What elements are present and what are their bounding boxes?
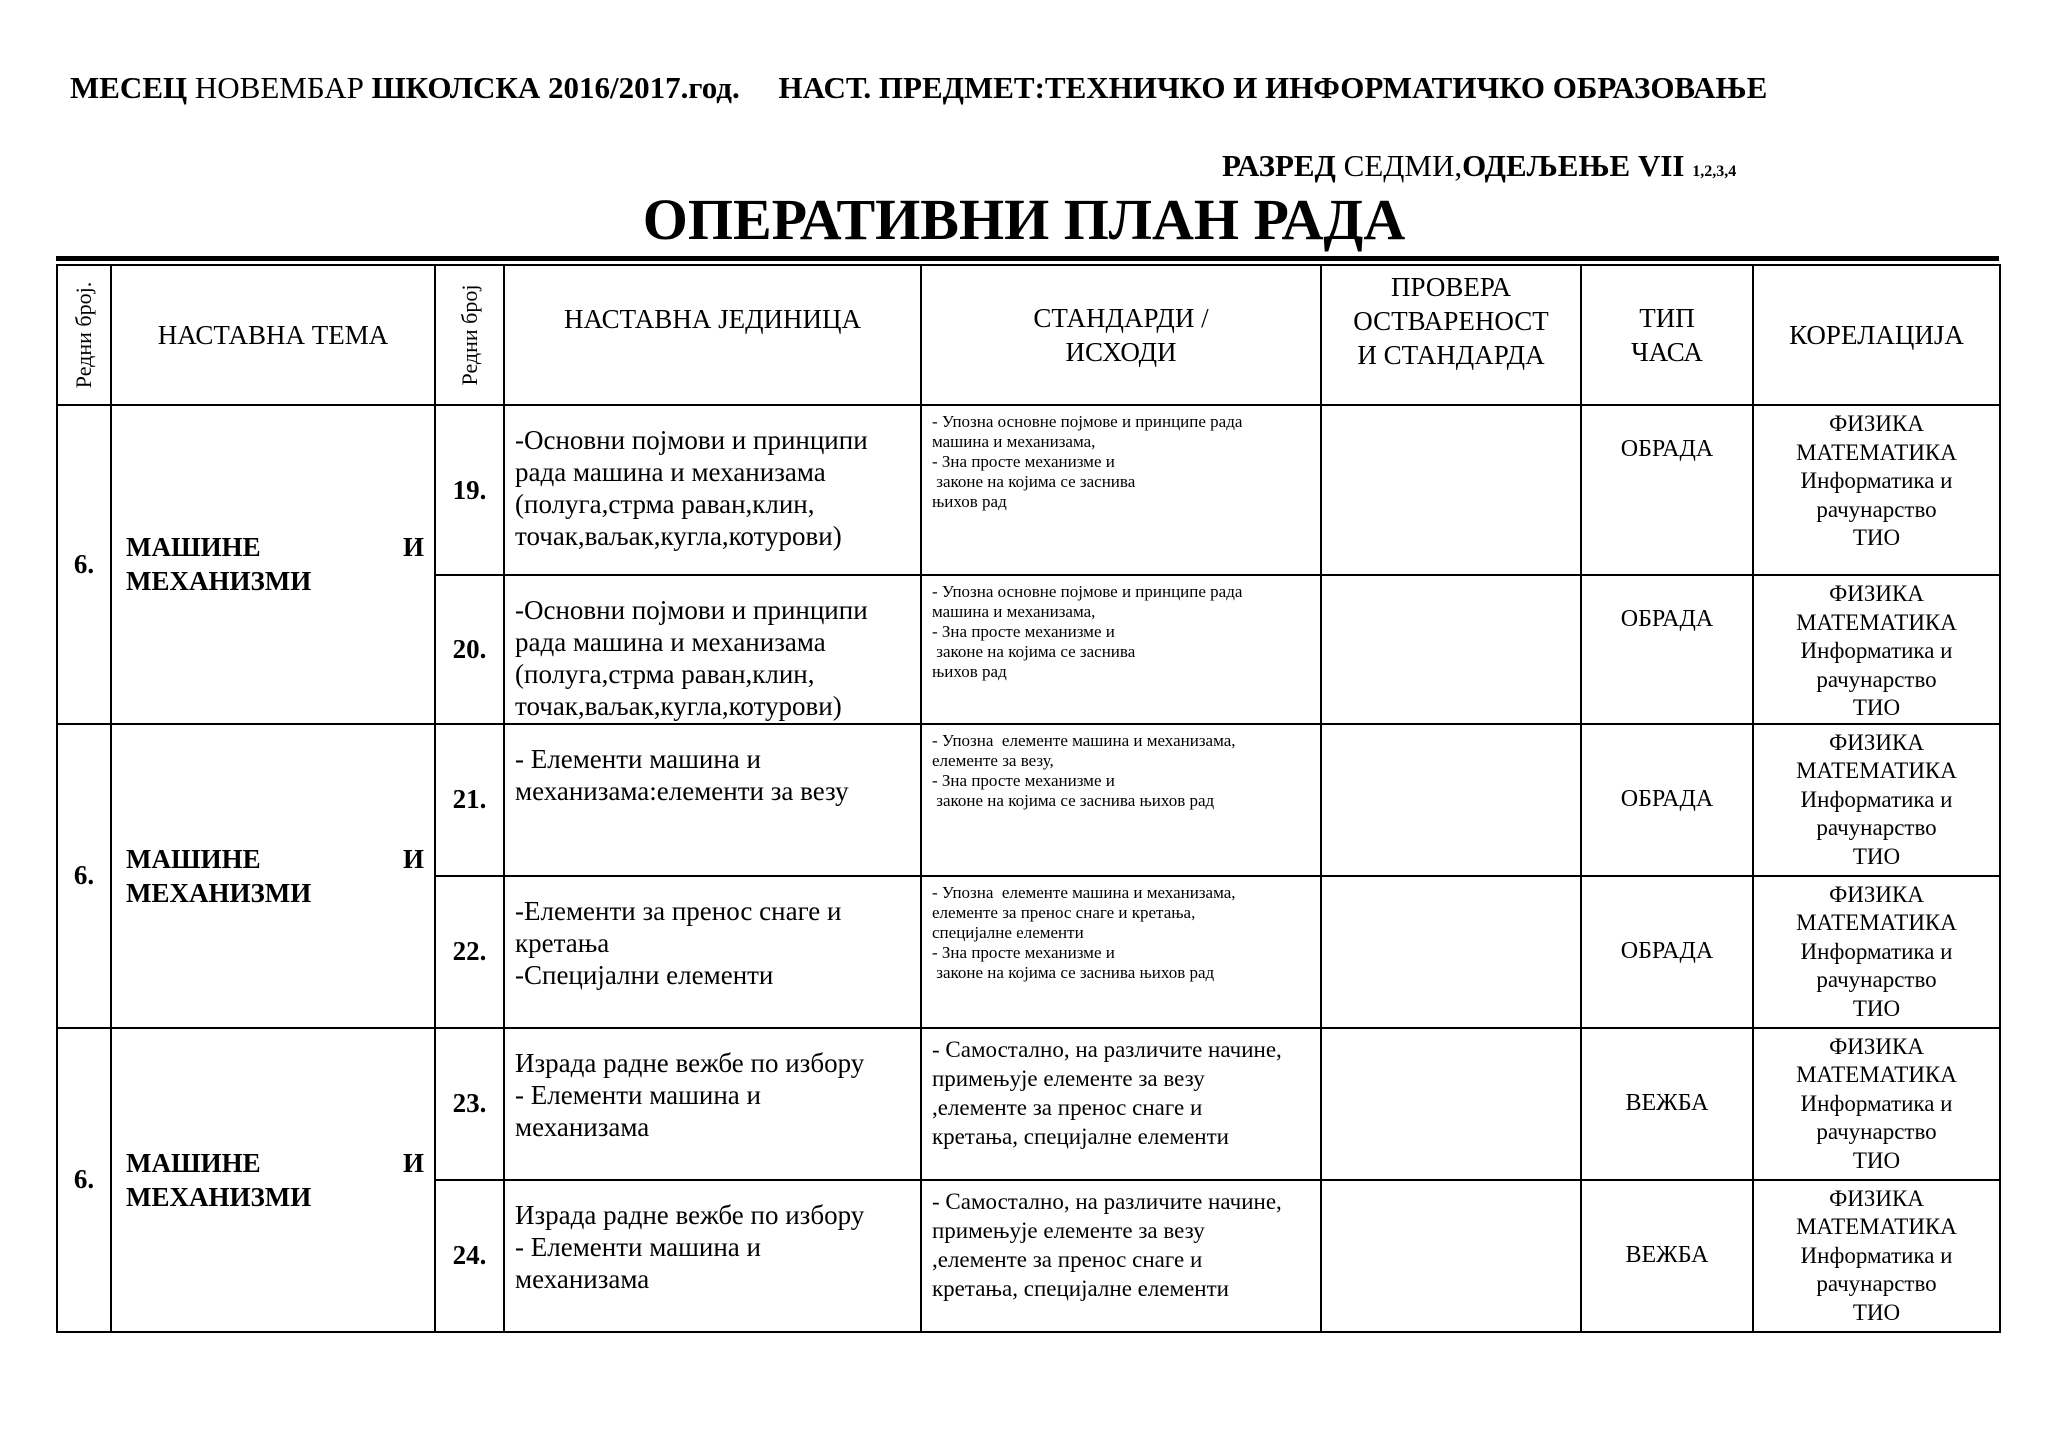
standards-check bbox=[1321, 405, 1581, 575]
table-row bbox=[57, 405, 2000, 575]
lesson-number: 21. bbox=[435, 724, 504, 876]
standards-check bbox=[1321, 1180, 1581, 1332]
title-divider bbox=[56, 256, 1999, 261]
standards-check bbox=[1321, 1028, 1581, 1180]
correlation: ФИЗИКА МАТЕМАТИКА Информатика и рачунарство ТИО bbox=[1753, 1180, 2000, 1332]
correlation: ФИЗИКА МАТЕМАТИКА Информатика и рачунарство ТИО bbox=[1753, 575, 2000, 724]
standards-outcomes: - Самостално, на различите начине, примењује елементе за везу ,елементе за пренос снаге и кретања, специјалне елементи bbox=[921, 1180, 1321, 1332]
class-subscript: 1,2,3,4 bbox=[1692, 163, 1737, 180]
lesson-unit: Израда радне вежбе по избору - Елементи машина и механизама bbox=[504, 1180, 921, 1332]
correlation: ФИЗИКА МАТЕМАТИКА Информатика и рачунарство ТИО bbox=[1753, 405, 2000, 575]
grade-label: РАЗРЕД bbox=[1222, 148, 1336, 183]
standards-check bbox=[1321, 876, 1581, 1028]
col-header-check: ПРОВЕРА ОСТВАРЕНОСТ И СТАНДАРДА bbox=[1321, 265, 1581, 405]
lesson-number: 19. bbox=[435, 405, 504, 575]
table-header-row bbox=[57, 265, 2000, 405]
col-header-standards: СТАНДАРДИ / ИСХОДИ bbox=[921, 265, 1321, 405]
month-value: НОВЕМБАР bbox=[194, 70, 364, 105]
subject: НАСТ. ПРЕДМЕТ:ТЕХНИЧКО И ИНФОРМАТИЧКО ОБРАЗОВАЊЕ bbox=[778, 70, 1768, 105]
topic-number: 6. bbox=[57, 405, 111, 724]
lesson-type: ОБРАДА bbox=[1581, 405, 1753, 575]
lesson-type: ВЕЖБА bbox=[1581, 1180, 1753, 1332]
topic-name: МАШИНЕ И МЕХАНИЗМИ bbox=[111, 1028, 435, 1332]
correlation: ФИЗИКА МАТЕМАТИКА Информатика и рачунарство ТИО bbox=[1753, 876, 2000, 1028]
grade-value: СЕДМИ, bbox=[1343, 148, 1463, 183]
col-header-type: ТИП ЧАСА bbox=[1581, 265, 1753, 405]
document-header-line bbox=[70, 70, 1767, 106]
col-header-topic: НАСТАВНА ТЕМА bbox=[111, 265, 435, 405]
lesson-unit: -Основни појмови и принципи рада машина и механизама (полуга,стрма раван,клин, точак,ваљак,кугла,котурови) bbox=[504, 405, 921, 575]
lesson-unit: Израда радне вежбе по избору - Елементи машина и механизама bbox=[504, 1028, 921, 1180]
school-year: ШКОЛСКА 2016/2017.год. bbox=[371, 70, 740, 105]
topic-number: 6. bbox=[57, 1028, 111, 1332]
standards-outcomes: - Упозна елементе машина и механизама, елементе за везу, - Зна просте механизме и законе на којима се заснива њихов рад bbox=[921, 724, 1321, 876]
correlation: ФИЗИКА МАТЕМАТИКА Информатика и рачунарство ТИО bbox=[1753, 724, 2000, 876]
lesson-number: 20. bbox=[435, 575, 504, 724]
standards-outcomes: - Упозна елементе машина и механизама, елементе за пренос снаге и кретања, специјалне елементи - Зна просте механизме и законе на којима се заснива њихов рад bbox=[921, 876, 1321, 1028]
lesson-unit: -Основни појмови и принципи рада машина и механизама (полуга,стрма раван,клин, точак,ваљак,кугла,котурови) bbox=[504, 575, 921, 724]
lesson-type: ОБРАДА bbox=[1581, 724, 1753, 876]
standards-outcomes: - Упозна основне појмове и принципе рада машина и механизама, - Зна просте механизме и законе на којима се заснива њихов рад bbox=[921, 575, 1321, 724]
col-header-unit: НАСТАВНА ЈЕДИНИЦА bbox=[504, 265, 921, 405]
page-title: ОПЕРАТИВНИ ПЛАН РАДА bbox=[642, 187, 1406, 252]
table-row bbox=[57, 1028, 2000, 1180]
col-header-correlation: КОРЕЛАЦИЈА bbox=[1753, 265, 2000, 405]
month-label: МЕСЕЦ bbox=[70, 70, 188, 105]
lesson-unit: - Елементи машина и механизама:елементи за везу bbox=[504, 724, 921, 876]
col-header-no1: Редни број. bbox=[57, 265, 111, 405]
lesson-number: 24. bbox=[435, 1180, 504, 1332]
grade-class-line bbox=[1222, 148, 1736, 184]
standards-check bbox=[1321, 575, 1581, 724]
table-row bbox=[57, 724, 2000, 876]
lesson-unit: -Елементи за пренос снаге и кретања -Специјални елементи bbox=[504, 876, 921, 1028]
topic-name: МАШИНЕ И МЕХАНИЗМИ bbox=[111, 405, 435, 724]
lesson-type: ОБРАДА bbox=[1581, 575, 1753, 724]
lesson-type: ОБРАДА bbox=[1581, 876, 1753, 1028]
standards-outcomes: - Упозна основне појмове и принципе рада машина и механизама, - Зна просте механизме и законе на којима се заснива њихов рад bbox=[921, 405, 1321, 575]
lesson-number: 22. bbox=[435, 876, 504, 1028]
topic-name: МАШИНЕ И МЕХАНИЗМИ bbox=[111, 724, 435, 1028]
correlation: ФИЗИКА МАТЕМАТИКА Информатика и рачунарство ТИО bbox=[1753, 1028, 2000, 1180]
col-header-no2: Редни број bbox=[435, 265, 504, 405]
standards-check bbox=[1321, 724, 1581, 876]
lesson-number: 23. bbox=[435, 1028, 504, 1180]
plan-table bbox=[56, 264, 2001, 1333]
standards-outcomes: - Самостално, на различите начине, примењује елементе за везу ,елементе за пренос снаге и кретања, специјалне елементи bbox=[921, 1028, 1321, 1180]
topic-number: 6. bbox=[57, 724, 111, 1028]
lesson-type: ВЕЖБА bbox=[1581, 1028, 1753, 1180]
class-label: ОДЕЉЕЊЕ VII bbox=[1462, 148, 1685, 183]
